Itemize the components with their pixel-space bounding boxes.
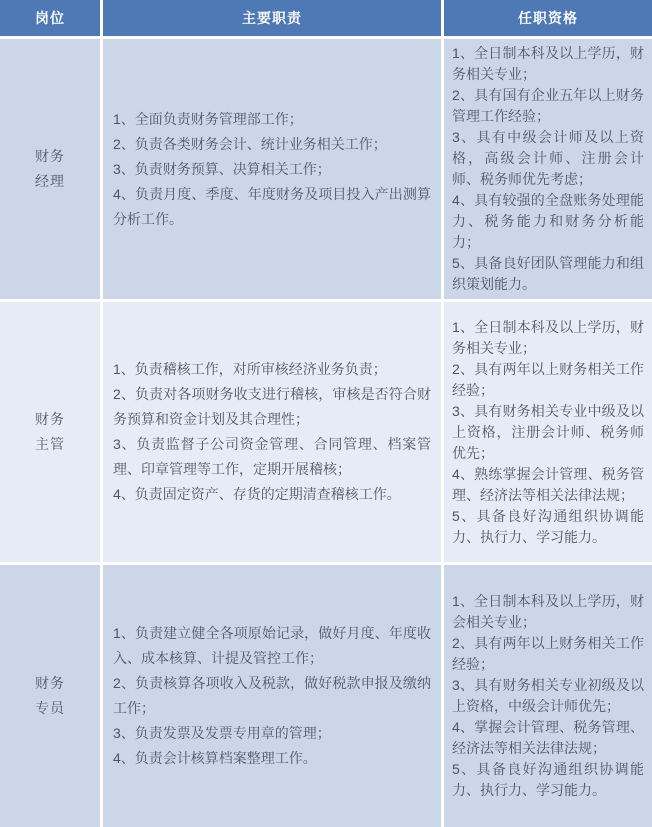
position-label-line2: 主管 — [35, 436, 65, 452]
position-label-line1: 财务 — [35, 675, 65, 691]
qualifications-cell-finance-specialist — [444, 565, 652, 827]
position-label-line1: 财务 — [35, 148, 65, 164]
duty-item: 3、负责监督子公司资金管理、合同管理、档案管理、印章管理等工作，定期开展稽核； — [113, 436, 431, 477]
qualification-item: 2、具有两年以上财务相关工作经验； — [452, 360, 644, 398]
position-label-line2: 专员 — [35, 700, 65, 716]
duty-item: 2、负责核算各项收入及税款，做好税款申报及缴纳工作； — [113, 675, 431, 716]
duty-item: 4、负责月度、季度、年度财务及项目投入产出测算分析工作。 — [113, 185, 431, 227]
qualification-item: 2、具有两年以上财务相关工作经验； — [452, 635, 644, 672]
duty-item: 4、负责会计核算档案整理工作。 — [113, 750, 317, 766]
qualification-item: 4、具有较强的全盘账务处理能力、税务能力和财务分析能力； — [452, 192, 644, 250]
header-cell-position: 岗位 — [0, 0, 100, 36]
qualification-item: 1、全日制本科及以上学历，财会相关专业； — [452, 593, 644, 630]
duty-item: 2、负责各类财务会计、统计业务相关工作； — [113, 135, 387, 152]
duty-item: 2、负责对各项财务收支进行稽核，审核是否符合财务预算和资金计划及其合理性； — [113, 386, 431, 427]
qualifications-cell-finance-manager — [444, 39, 652, 299]
position-label-line2: 经理 — [35, 173, 65, 189]
duty-item: 1、负责建立健全各项原始记录，做好月度、年度收入、成本核算、计提及管控工作； — [113, 625, 431, 666]
qualification-item: 1、全日制本科及以上学历，财务相关专业； — [452, 45, 644, 82]
duty-item: 1、负责稽核工作，对所审核经济业务负责； — [113, 361, 387, 377]
qualification-item: 3、具有财务相关专业中级及以上资格，注册会计师、税务师优先； — [452, 402, 644, 461]
qualification-item: 1、全日制本科及以上学历，财务相关专业； — [452, 318, 644, 356]
duties-cell-finance-manager — [103, 39, 441, 299]
duty-item: 3、负责财务预算、决算相关工作； — [113, 160, 331, 177]
qualification-item: 3、具有财务相关专业初级及以上资格，中级会计师优先； — [452, 677, 644, 714]
qualification-item: 4、熟练掌握会计管理、税务管理、经济法等相关法律法规； — [452, 465, 644, 503]
duty-item: 1、全面负责财务管理部工作； — [113, 110, 303, 127]
duties-cell-finance-specialist — [103, 565, 441, 827]
position-label-line1: 财务 — [35, 411, 65, 427]
qualification-item: 5、具备良好沟通组织协调能力、执行力、学习能力。 — [452, 507, 644, 545]
duty-item: 3、负责发票及发票专用章的管理； — [113, 725, 331, 741]
header-cell-duties: 主要职责 — [103, 0, 441, 36]
qualification-item: 3、具有中级会计师及以上资格，高级会计师、注册会计师、税务师优先考虑； — [452, 129, 644, 187]
header-cell-qualifications: 任职资格 — [444, 0, 652, 36]
position-cell-finance-specialist — [0, 565, 100, 827]
qualification-item: 4、掌握会计管理、税务管理、经济法等相关法律法规； — [452, 719, 644, 756]
qualification-item: 5、具备良好团队管理能力和组织策划能力。 — [452, 255, 644, 292]
position-cell-finance-manager — [0, 39, 100, 299]
qualification-item: 2、具有国有企业五年以上财务管理工作经验； — [452, 87, 644, 124]
position-cell-finance-supervisor — [0, 302, 100, 562]
qualifications-cell-finance-supervisor — [444, 302, 652, 562]
qualification-item: 5、具备良好沟通组织协调能力、执行力、学习能力。 — [452, 761, 644, 798]
duty-item: 4、负责固定资产、存货的定期清查稽核工作。 — [113, 486, 401, 502]
duties-cell-finance-supervisor — [103, 302, 441, 562]
